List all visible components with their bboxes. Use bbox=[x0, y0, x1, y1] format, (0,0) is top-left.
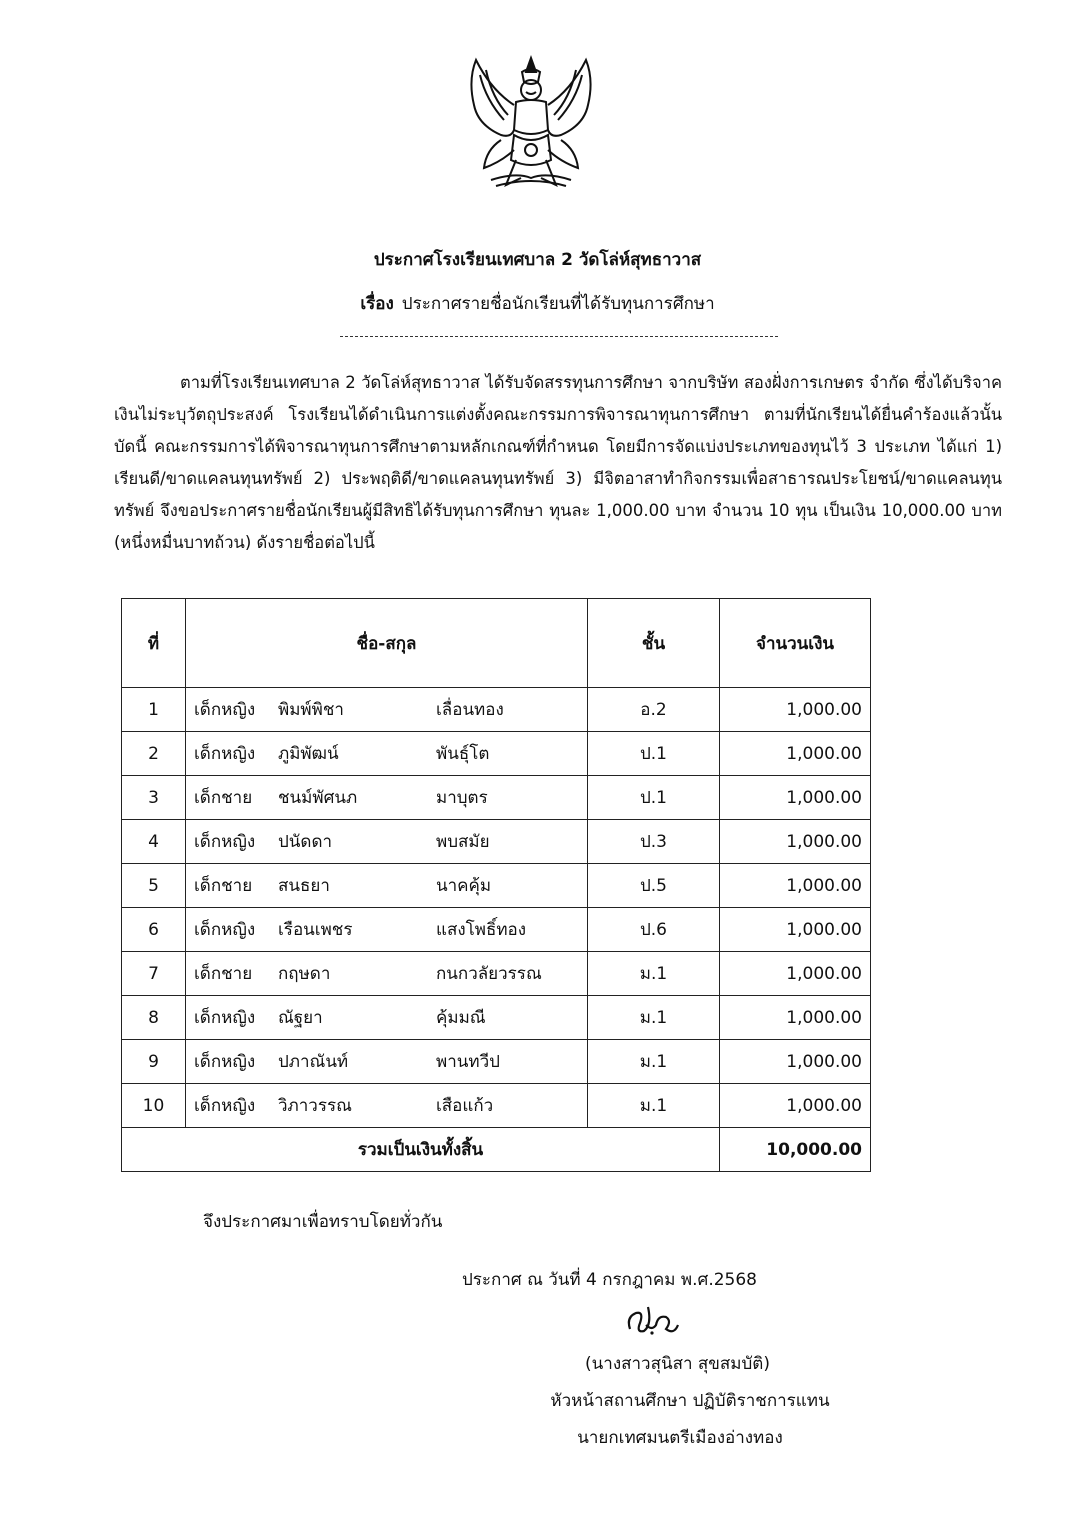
row-class: ป.1 bbox=[588, 732, 720, 776]
signer-name: (นางสาวสุนิสา สุขสมบัติ) bbox=[585, 1354, 770, 1374]
row-no: 4 bbox=[122, 820, 186, 864]
handwritten-signature-icon bbox=[622, 1295, 682, 1343]
row-no: 10 bbox=[122, 1084, 186, 1128]
row-class: ป.1 bbox=[588, 776, 720, 820]
total-amount: 10,000.00 bbox=[720, 1128, 871, 1172]
row-first-name: เรือนเพชร bbox=[278, 920, 353, 940]
row-no: 7 bbox=[122, 952, 186, 996]
table-row bbox=[122, 908, 871, 952]
row-first-name: ปนัดดา bbox=[278, 832, 333, 852]
row-last-name: มาบุตร bbox=[436, 788, 488, 808]
row-class: ม.1 bbox=[588, 996, 720, 1040]
row-no: 9 bbox=[122, 1040, 186, 1084]
row-prefix: เด็กหญิง bbox=[194, 700, 256, 720]
garuda-emblem-icon bbox=[456, 50, 606, 200]
row-class: ม.1 bbox=[588, 1040, 720, 1084]
row-amount: 1,000.00 bbox=[720, 864, 871, 908]
table-row bbox=[122, 864, 871, 908]
col-header-class: ชั้น bbox=[588, 599, 720, 688]
row-first-name: กฤษดา bbox=[278, 964, 331, 984]
table-row bbox=[122, 952, 871, 996]
table-row bbox=[122, 1084, 871, 1128]
table-row bbox=[122, 1040, 871, 1084]
row-name bbox=[186, 864, 588, 908]
row-prefix: เด็กชาย bbox=[194, 964, 253, 984]
row-amount: 1,000.00 bbox=[720, 996, 871, 1040]
signer-position-2: นายกเทศมนตรีเมืองอ่างทอง bbox=[577, 1428, 783, 1448]
row-class: ป.5 bbox=[588, 864, 720, 908]
row-no: 6 bbox=[122, 908, 186, 952]
row-first-name: ปภาณันท์ bbox=[278, 1052, 349, 1072]
closing-text: จึงประกาศมาเพื่อทราบโดยทั่วกัน bbox=[203, 1212, 443, 1232]
row-name bbox=[186, 952, 588, 996]
row-prefix: เด็กหญิง bbox=[194, 1052, 256, 1072]
row-no: 5 bbox=[122, 864, 186, 908]
row-name bbox=[186, 1040, 588, 1084]
row-last-name: พบสมัย bbox=[436, 832, 490, 852]
row-name bbox=[186, 688, 588, 732]
scholarship-table bbox=[121, 598, 871, 1172]
signer-position-1: หัวหน้าสถานศึกษา ปฏิบัติราชการแทน bbox=[550, 1391, 830, 1411]
row-first-name: ณัฐยา bbox=[278, 1008, 323, 1028]
row-no: 2 bbox=[122, 732, 186, 776]
row-first-name: พิมพ์พิชา bbox=[278, 700, 344, 720]
row-first-name: ชนม์พัศนภ bbox=[278, 788, 358, 808]
row-last-name: นาคคุ้ม bbox=[436, 876, 492, 896]
row-amount: 1,000.00 bbox=[720, 1040, 871, 1084]
announcement-date: ประกาศ ณ วันที่ 4 กรกฎาคม พ.ศ.2568 bbox=[462, 1270, 757, 1290]
col-header-no: ที่ bbox=[122, 599, 186, 688]
row-last-name: แสงโพธิ์ทอง bbox=[436, 920, 527, 940]
row-amount: 1,000.00 bbox=[720, 732, 871, 776]
row-name bbox=[186, 1084, 588, 1128]
row-name bbox=[186, 996, 588, 1040]
subject-label: เรื่อง bbox=[360, 294, 394, 314]
row-name bbox=[186, 908, 588, 952]
row-last-name: เสือแก้ว bbox=[436, 1096, 494, 1116]
row-prefix: เด็กหญิง bbox=[194, 1008, 256, 1028]
table-row bbox=[122, 776, 871, 820]
row-last-name: พานทวีป bbox=[436, 1052, 500, 1072]
row-last-name: เลื่อนทอง bbox=[436, 700, 504, 720]
total-row bbox=[122, 1128, 871, 1172]
table-row bbox=[122, 996, 871, 1040]
row-prefix: เด็กหญิง bbox=[194, 744, 256, 764]
row-class: ม.1 bbox=[588, 952, 720, 996]
total-label: รวมเป็นเงินทั้งสิ้น bbox=[122, 1128, 720, 1172]
row-first-name: ภูมิพัฒน์ bbox=[278, 744, 339, 764]
table-row bbox=[122, 732, 871, 776]
announcement-title: ประกาศโรงเรียนเทศบาล 2 วัดโล่ห์สุทธาวาส bbox=[373, 250, 702, 270]
row-class: ม.1 bbox=[588, 1084, 720, 1128]
row-last-name: คุ้มมณี bbox=[436, 1008, 486, 1028]
row-prefix: เด็กหญิง bbox=[194, 1096, 256, 1116]
row-name bbox=[186, 820, 588, 864]
row-last-name: กนกวลัยวรรณ bbox=[436, 964, 542, 984]
row-amount: 1,000.00 bbox=[720, 820, 871, 864]
row-amount: 1,000.00 bbox=[720, 688, 871, 732]
table-header-row bbox=[122, 599, 871, 688]
row-no: 8 bbox=[122, 996, 186, 1040]
subject-line bbox=[0, 290, 1075, 317]
row-amount: 1,000.00 bbox=[720, 908, 871, 952]
table-row bbox=[122, 820, 871, 864]
row-amount: 1,000.00 bbox=[720, 1084, 871, 1128]
row-prefix: เด็กหญิง bbox=[194, 832, 256, 852]
row-no: 3 bbox=[122, 776, 186, 820]
body-paragraph: ตามที่โรงเรียนเทศบาล 2 วัดโล่ห์สุทธาวาส ได้รับจัดสรรทุนการศึกษา จากบริษัท สองฝั่งการเกษตร จำกัด ซึ่งได้บริจาคเงินไม่ระบุวัตถุประสงค์ โรงเรียนได้ดำเนินการแต่งตั้งคณะกรรมการพิจารณาทุนการศึกษา ตามที่นักเรียนได้ยื่นคำร้องแล้วนั้น บัดนี้ คณะกรรมการได้พิจารณาทุนการศึกษาตามหลักเกณฑ์ที่กำหนด โดยมีการจัดแบ่งประเภทของทุนไว้ 3 ประเภท ได้แก่ 1) เรียนดี/ขาดแคลนทุนทรัพย์ 2) ประพฤติดี/ขาดแคลนทุนทรัพย์ 3) มีจิตอาสาทำกิจกรรมเพื่อสาธารณประโยชน์/ขาดแคลนทุนทรัพย์ จึงขอประกาศรายชื่อนักเรียนผู้มีสิทธิได้รับทุนการศึกษา ทุนละ 1,000.00 บาท จำนวน 10 ทุน เป็นเงิน 10,000.00 บาท (หนึ่งหมื่นบาทถ้วน) ดังรายชื่อต่อไปนี้ bbox=[114, 373, 1002, 552]
divider bbox=[340, 336, 778, 337]
subject-text: ประกาศรายชื่อนักเรียนที่ได้รับทุนการศึกษา bbox=[401, 294, 715, 314]
row-name bbox=[186, 776, 588, 820]
row-amount: 1,000.00 bbox=[720, 776, 871, 820]
row-first-name: วิภาวรรณ bbox=[278, 1096, 352, 1116]
row-class: ป.3 bbox=[588, 820, 720, 864]
table-row bbox=[122, 688, 871, 732]
row-last-name: พันธุ์โต bbox=[436, 744, 490, 764]
row-name bbox=[186, 732, 588, 776]
row-prefix: เด็กชาย bbox=[194, 876, 253, 896]
row-prefix: เด็กหญิง bbox=[194, 920, 256, 940]
row-prefix: เด็กชาย bbox=[194, 788, 253, 808]
row-amount: 1,000.00 bbox=[720, 952, 871, 996]
row-class: ป.6 bbox=[588, 908, 720, 952]
row-class: อ.2 bbox=[588, 688, 720, 732]
row-no: 1 bbox=[122, 688, 186, 732]
row-first-name: สนธยา bbox=[278, 876, 330, 896]
col-header-name: ชื่อ-สกุล bbox=[186, 599, 588, 688]
col-header-amount: จำนวนเงิน bbox=[720, 599, 871, 688]
